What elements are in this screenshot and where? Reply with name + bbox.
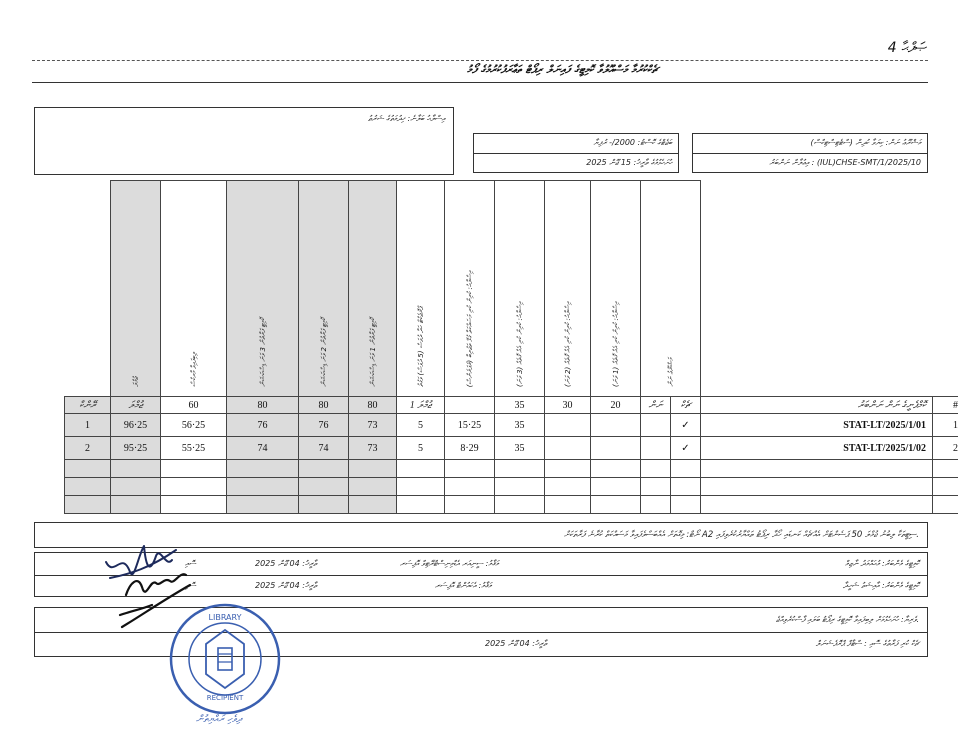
official-stamp [166, 600, 284, 718]
max-r3: 80 [227, 397, 299, 414]
cell-e2 [545, 414, 591, 437]
cell-no: 2 [933, 437, 958, 460]
col-header-name: މަޝްރޫޢު ނަން [666, 358, 675, 387]
col-header-duration: ޕްރޮޖެކްޓް ހަދާ ދުވަސް (5 ދުވަސް) ވަގުތު [416, 306, 425, 387]
deadline-label: ހުށަހެޅުމުގެ ތާރީޚު: 15 ޖޫން 2025 [586, 158, 672, 167]
col-header-round2: ކޮމިޓީ ފަރާތުން 2 ވަނަ ޑިސްކަޝަން [319, 318, 328, 387]
max-sn: ނަން [641, 397, 671, 414]
empty-row [65, 460, 958, 478]
col-header-total: ޖުމްލަ [131, 377, 140, 387]
cell-check: ✓ [671, 414, 701, 437]
project-label: މަޝްރޫޢު ނަން: ކިޔަވާ ކުދިން (ސްޓެޓިސްޓިކްސް) [810, 138, 921, 147]
max-r1: 80 [349, 397, 397, 414]
info-box-project [692, 133, 928, 173]
max-c60: 60 [161, 397, 227, 414]
page-title: ޗެކްކުރުމާ މަސްއޫލުވާ ކޮމިޓީގެ ފައިނަލް ރިޕޯޓް ތަޢާރަފުކުރުމުގެ ފޯމު [467, 63, 658, 76]
col-header-exp3: އިސްލާޙު: ކުރިން ކުރި އެއް ގޮތެއް (3 ވަނަ) [515, 302, 524, 387]
name-header: ކޮމްޕެނީގެ ނަން ނަންބަރު [701, 397, 933, 414]
no-header: # [933, 397, 958, 414]
max-w15 [445, 397, 495, 414]
sig1-role: ކޮމިޓީގެ މެންބަރު: މުޙައްމަދު ނާޒިމް [844, 559, 919, 568]
table-row [65, 437, 958, 460]
max-e2: 30 [545, 397, 591, 414]
cell-r3: 76 [227, 414, 299, 437]
cell-r2: 74 [299, 437, 349, 460]
cell-r1: 73 [349, 414, 397, 437]
max-marks-row [65, 397, 958, 414]
sig2-sign-label: ސޮއި [185, 581, 196, 590]
cell-sn [641, 414, 671, 437]
col-header-exp1: އިސްލާޙު: ކުރިން ކުރި އެއް ގޮތެއް (1 ވަނަ) [611, 302, 620, 387]
stamp-ring-text: LIBRARY [208, 613, 242, 622]
max-chk: ޗެކް [671, 397, 701, 414]
cell-w15: 15·25 [445, 414, 495, 437]
cell-e2 [545, 437, 591, 460]
info-box-amount [473, 133, 679, 173]
cell-w5: 5 [397, 437, 445, 460]
col-header-marks: ލިބިފައިވާ މާރކްސް [189, 352, 198, 387]
cell-e3: 35 [495, 437, 545, 460]
header-rule [32, 60, 928, 61]
max-e3: 35 [495, 397, 545, 414]
header-row [65, 181, 958, 397]
cell-r2: 76 [299, 414, 349, 437]
approval-line2: ޗެކް ކުރި ފަރާތުގެ ސޮއި : ސްޓާފް ޕްރޮފެޝަނަލް [815, 639, 919, 648]
evaluation-table [64, 180, 958, 514]
cell-c60: 55·25 [161, 437, 227, 460]
cell-rank: 1 [65, 414, 111, 437]
total-header: ޖުމްލަ [111, 397, 161, 414]
col-header-round3: ކޮމިޓީ ފަރާތުން 3 ވަނަ ޑިސްކަޝަން [258, 318, 267, 387]
sig2-role: ކޮމިޓީގެ މެންބަރު: އާއިޝަތު ޝަހީދާ [842, 581, 919, 590]
cell-w15: 8·29 [445, 437, 495, 460]
approval-line1: ވެރިޔާ: ހުށަހެޅުމަށް ލިބިފައިވާ ކޮމިޓީގެ ރިޕޯޓު ބަލައި ފާސްކުރެވިއްޖެ. [775, 615, 919, 624]
cell-w5: 5 [397, 414, 445, 437]
col-header-experience: އިސްލާޙު: ކުރިން ކުރި މަސައްކަތާ ގުޅޭ ތަޖުރިބާ (ރެފަރެންސް) [465, 270, 474, 387]
cell-total: 96·25 [111, 414, 161, 437]
col-header-round1: ކޮމިޓީ ފަރާތުން 1 ވަނަ ޑިސްކަޝަން [368, 318, 377, 387]
cell-check: ✓ [671, 437, 701, 460]
cell-no: 1 [933, 414, 958, 437]
cell-total: 95·25 [111, 437, 161, 460]
empty-row [65, 496, 958, 514]
rank-header: ރޭންކް [65, 397, 111, 414]
cell-r1: 73 [349, 437, 397, 460]
col-header-exp2: އިސްލާޙު: ކުރިން ކުރި އެއް ގޮތެއް (2 ވަނަ) [563, 302, 572, 387]
reference-label: އިޢުލާން ނަންބަރު : (IUL)CHSE-SMT/1/2025/10 [769, 158, 921, 167]
title-rule [32, 82, 928, 83]
remark-text: ނޯޓް: މިގޮތަށް އެއްބަސްވެފައިވާ މަސައްކަތް ކުރާނެ ފަރާތަކަށް A2 ސިޓީތަކާ ލިބުނު ޖުމްލަ 50 ޕަސެންޓަށް އެއްޗެއް ކަނޑައި ހޯދާ ރިޕޯޓު ތައްޔާރުކުރެވިފައި. [564, 530, 919, 540]
cell-sn [641, 437, 671, 460]
approval-date: ތާރީޚު: 04 ޖޫން 2025 [485, 639, 547, 648]
cell-e3: 35 [495, 414, 545, 437]
empty-row [65, 478, 958, 496]
max-r2: 80 [299, 397, 349, 414]
amount-label: ބަޖެޓްގެ ކޮސްޓު: 2000/- ރުފިޔާ [593, 138, 672, 147]
cell-name: STAT-LT/2025/1/01 [701, 414, 933, 437]
cell-c60: 56·25 [161, 414, 227, 437]
sig2-date: ތާރީޚު: 04 ޖޫން 2025 [255, 581, 317, 590]
cell-rank: 2 [65, 437, 111, 460]
notes-label: އިސްލާޙު ބަލާނެ: ޚިދުމަތުގެ ޝަރުޠު [367, 114, 445, 123]
sig1-sign-label: ސޮއި [185, 559, 196, 568]
cell-e1 [591, 437, 641, 460]
max-e1: 20 [591, 397, 641, 414]
page-label: ޞަފްޙާ 4 [887, 40, 926, 56]
cell-name: STAT-LT/2025/1/02 [701, 437, 933, 460]
cell-e1 [591, 414, 641, 437]
table-row [65, 414, 958, 437]
cell-r3: 74 [227, 437, 299, 460]
sig1-date: ތާރީޚު: 04 ޖޫން 2025 [255, 559, 317, 568]
stamp-center-text: RECIPIENT [206, 694, 244, 702]
sig1-title: މަޤާމު: ސީނިއަރ އެޑްމިނިސްޓްރޭޓިވް އޮފިސަރ [400, 559, 499, 568]
stamp-bottom-text: ދިވެހި ރައްޔިތުން [196, 714, 242, 725]
notes-box [34, 107, 454, 175]
sig2-title: މަޤާމު: އެކައުންޓް އޮފިސަރ [435, 581, 492, 590]
max-w5: ޖުމްލަ 1 [397, 397, 445, 414]
